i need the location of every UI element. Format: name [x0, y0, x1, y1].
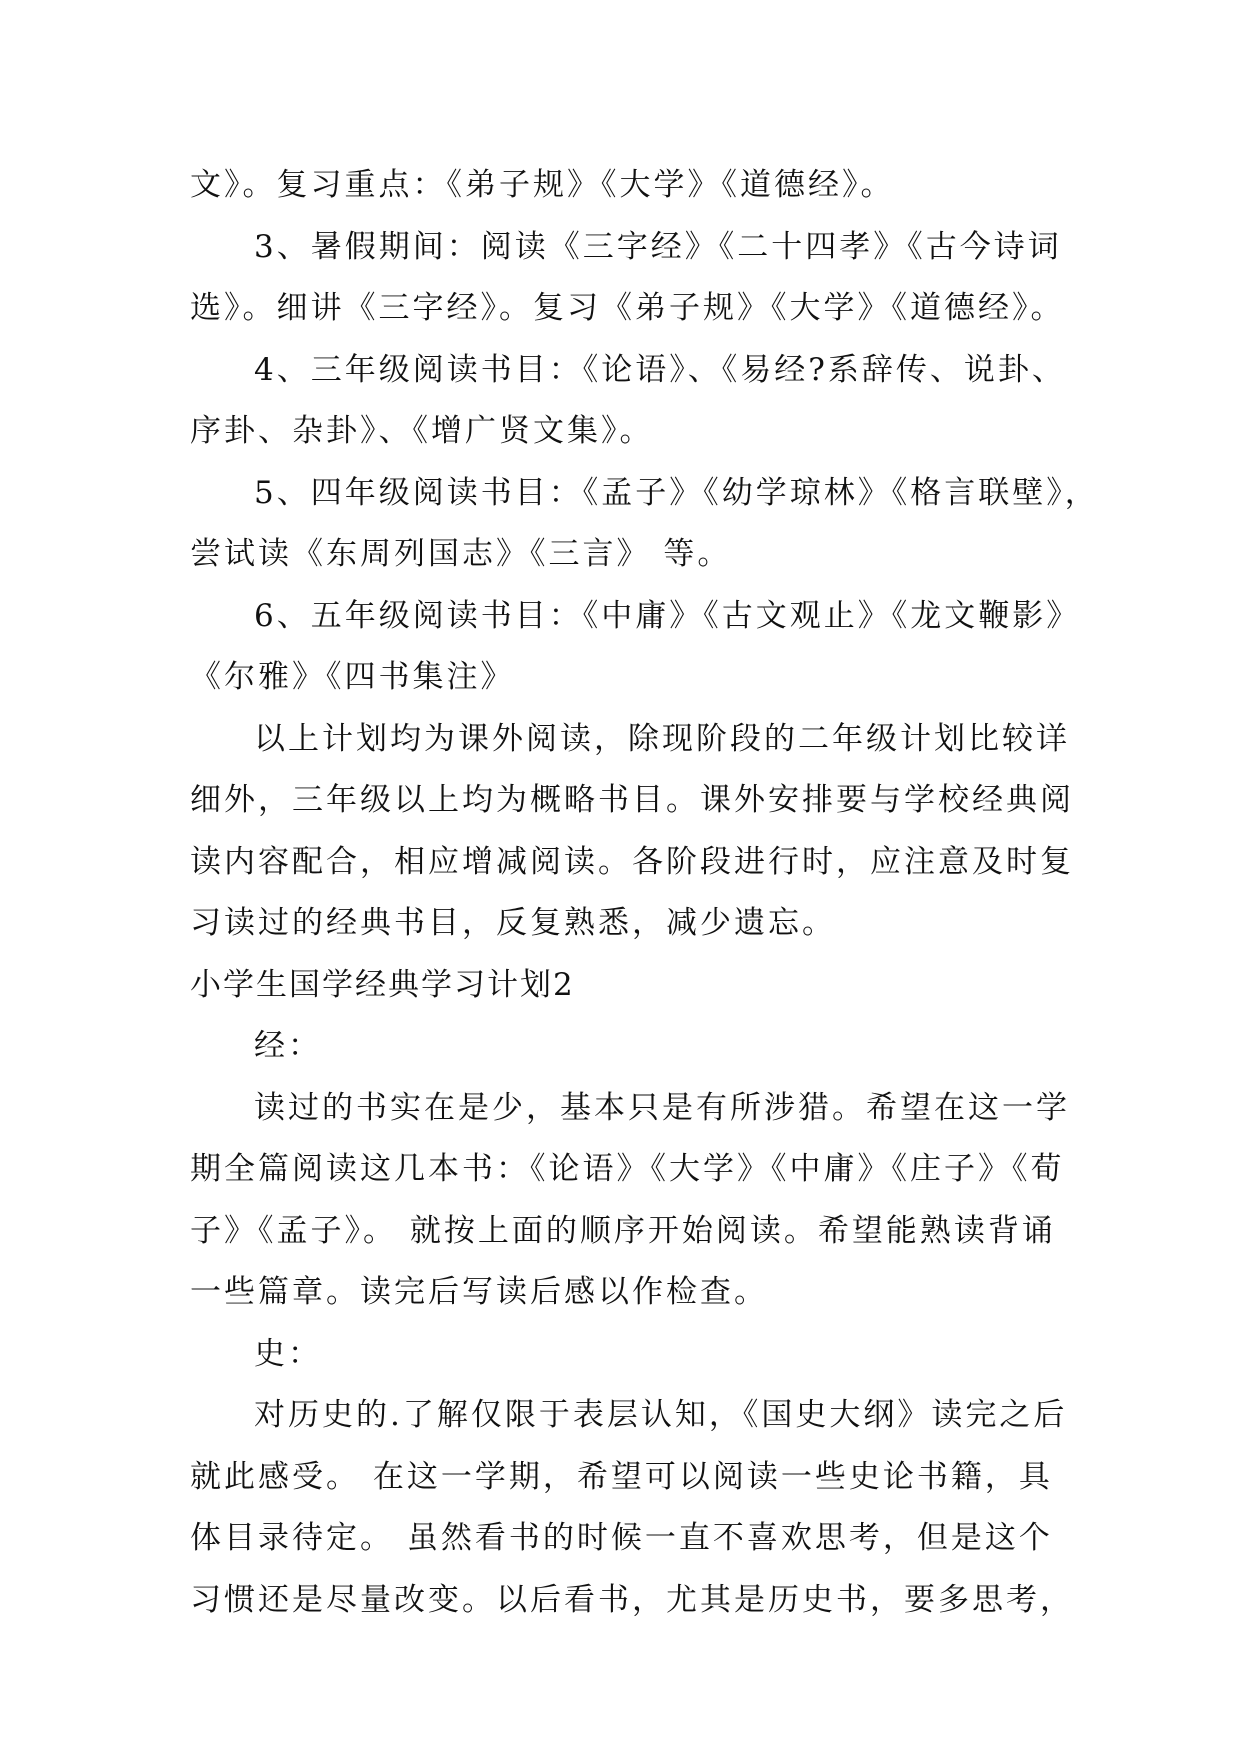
text-line: 读过的书实在是少，基本只是有所涉猎。希望在这一学 [254, 1089, 1070, 1126]
text-line: 6、五年级阅读书目：《中庸》《古文观止》《龙文鞭影》 [254, 597, 1081, 634]
text-line: 读内容配合，相应增减阅读。各阶段进行时，应注意及时复 [190, 843, 1074, 880]
text-line: 文》。复习重点：《弟子规》《大学》《道德经》。 [190, 167, 895, 203]
text-line: 期全篇阅读这几本书：《论语》《大学》《中庸》《庄子》《荀 [190, 1151, 1065, 1187]
document-body [190, 155, 1099, 1631]
text-line: 经： [254, 1028, 322, 1064]
text-line: 序卦、杂卦》、《增广贤文集》。 [190, 413, 654, 449]
text-line: 3、暑假期间：阅读《三字经》《二十四孝》《古今诗词 [254, 228, 1062, 265]
text-line: 尝试读《东周列国志》《三言》 等。 [190, 536, 732, 572]
text-line: 《尔雅》《四书集注》 [190, 659, 515, 695]
text-line: 习读过的经典书目，反复熟悉，减少遗忘。 [190, 905, 836, 941]
text-line: 子》《孟子》。 就按上面的顺序开始阅读。希望能熟读背诵 [190, 1212, 1056, 1249]
text-line: 选》。细讲《三字经》。复习《弟子规》《大学》《道德经》。 [190, 290, 1065, 326]
text-line: 体目录待定。 虽然看书的时候一直不喜欢思考，但是这个 [190, 1520, 1053, 1556]
section-heading: 小学生国学经典学习计划2 [190, 966, 575, 1003]
text-line: 细外，三年级以上均为概略书目。课外安排要与学校经典阅 [190, 782, 1074, 818]
text-line: 习惯还是尽量改变。以后看书，尤其是历史书，要多思考， [190, 1581, 1074, 1618]
text-line: 就此感受。 在这一学期，希望可以阅读一些史论书籍，具 [190, 1458, 1053, 1495]
text-line: 5、四年级阅读书目：《孟子》《幼学琼林》《格言联壁》， [254, 474, 1099, 511]
text-line: 一些篇章。读完后写读后感以作检查。 [190, 1274, 768, 1310]
text-line: 以上计划均为课外阅读，除现阶段的二年级计划比较详 [254, 720, 1070, 757]
text-line: 对历史的.了解仅限于表层认知，《国史大纲》读完之后 [254, 1397, 1068, 1433]
text-line: 史： [254, 1335, 322, 1372]
text-line: 4、三年级阅读书目：《论语》、《易经?系辞传、说卦、 [254, 351, 1066, 388]
